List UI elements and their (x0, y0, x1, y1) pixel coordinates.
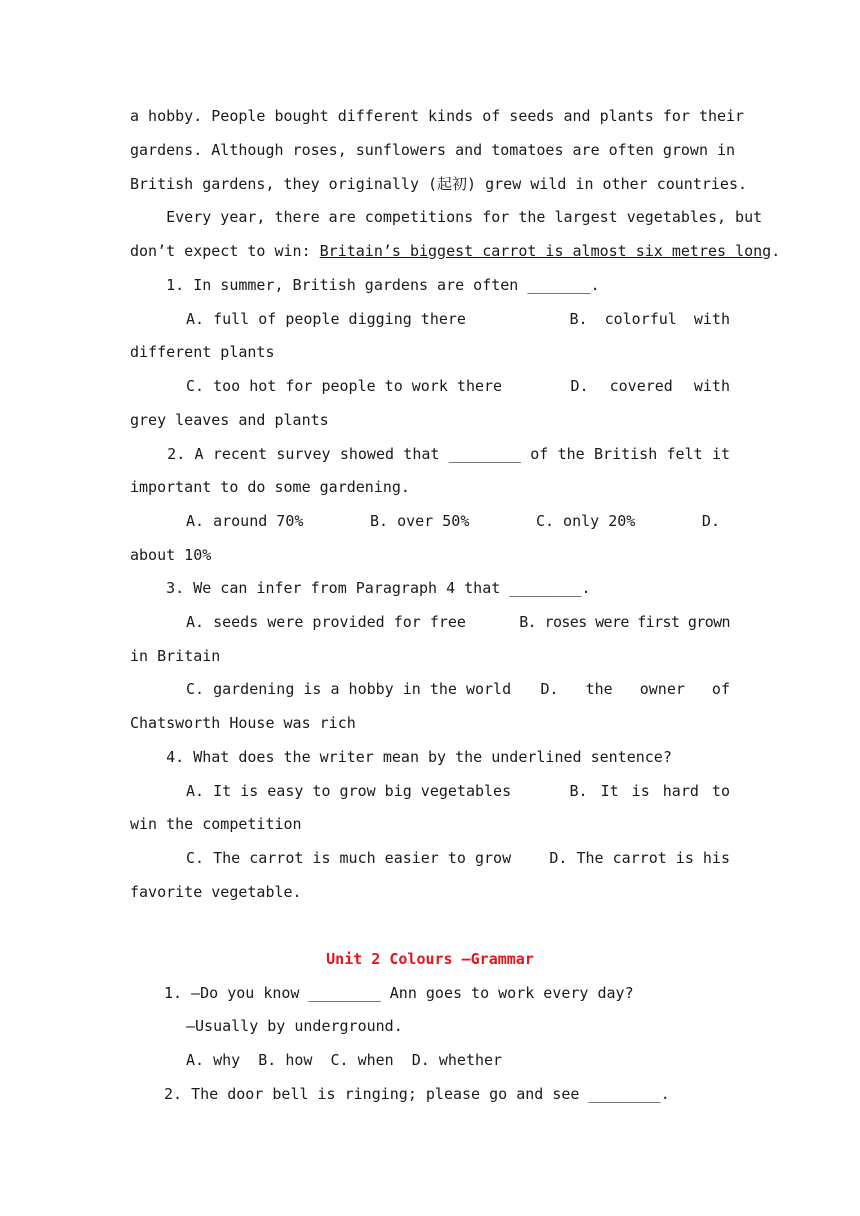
option-row (186, 677, 730, 701)
question-stem: 3. We can infer from Paragraph 4 that ________. (130, 579, 591, 597)
option-b: B. over 50% (370, 512, 470, 530)
option-row (186, 509, 720, 533)
passage-line (130, 239, 781, 263)
option-a: A. around 70% (186, 512, 304, 530)
question-stem: 1. In summer, British gardens are often _______. (130, 276, 600, 294)
passage-line: a hobby. People bought different kinds of seeds and plants for their (130, 107, 745, 125)
option-row (186, 307, 730, 331)
option-b: B. It is hard to (569, 782, 730, 800)
option-d: D. The carrot is his (549, 849, 730, 867)
option-row (186, 779, 730, 803)
option-wrap: favorite vegetable. (130, 883, 302, 901)
passage-line: British gardens, they originally (起初) grew wild in other countries. (130, 175, 747, 193)
passage-text: . (771, 242, 781, 260)
option-wrap: win the competition (130, 815, 302, 833)
option-b: B. colorful with (569, 310, 730, 328)
option-d: D. the owner of (540, 680, 730, 698)
passage-line: Every year, there are competitions for the largest vegetables, but (130, 208, 763, 226)
question-stem: 1. —Do you know ________ Ann goes to work every day? (164, 984, 634, 1002)
option-row (186, 374, 730, 398)
option-b: B. roses were first grown (519, 613, 730, 631)
question-stem: 4. What does the writer mean by the underlined sentence? (130, 748, 672, 766)
option-row (186, 610, 730, 634)
option-wrap: about 10% (130, 546, 212, 564)
option-wrap: different plants (130, 343, 275, 361)
option-d: D. (701, 512, 720, 530)
option-c: C. gardening is a hobby in the world (186, 680, 512, 698)
option-d: D. covered with (570, 377, 730, 395)
question-stem: 2. A recent survey showed that ________ of the British felt it (130, 445, 730, 463)
option-a: A. It is easy to grow big vegetables (186, 782, 512, 800)
option-c: C. The carrot is much easier to grow (186, 849, 512, 867)
option-a: A. seeds were provided for free (186, 613, 466, 631)
passage-text: don’t expect to win: (130, 242, 320, 260)
question-stem: important to do some gardening. (130, 478, 410, 496)
section-heading: Unit 2 Colours –Grammar (326, 950, 534, 968)
dialogue-reply: —Usually by underground. (186, 1017, 403, 1035)
passage-line: gardens. Although roses, sunflowers and tomatoes are often grown in (130, 141, 736, 159)
underlined-sentence: Britain’s biggest carrot is almost six metres long (319, 242, 772, 260)
option-wrap: grey leaves and plants (130, 411, 329, 429)
option-row (186, 846, 730, 870)
option-wrap: Chatsworth House was rich (130, 714, 356, 732)
option-row: A. why B. how C. when D. whether (186, 1051, 503, 1069)
option-wrap: in Britain (130, 647, 221, 665)
option-a: A. full of people digging there (186, 310, 466, 328)
question-stem: 2. The door bell is ringing; please go and see ________. (164, 1085, 670, 1103)
option-c: C. only 20% (535, 512, 636, 530)
option-c: C. too hot for people to work there (186, 377, 503, 395)
